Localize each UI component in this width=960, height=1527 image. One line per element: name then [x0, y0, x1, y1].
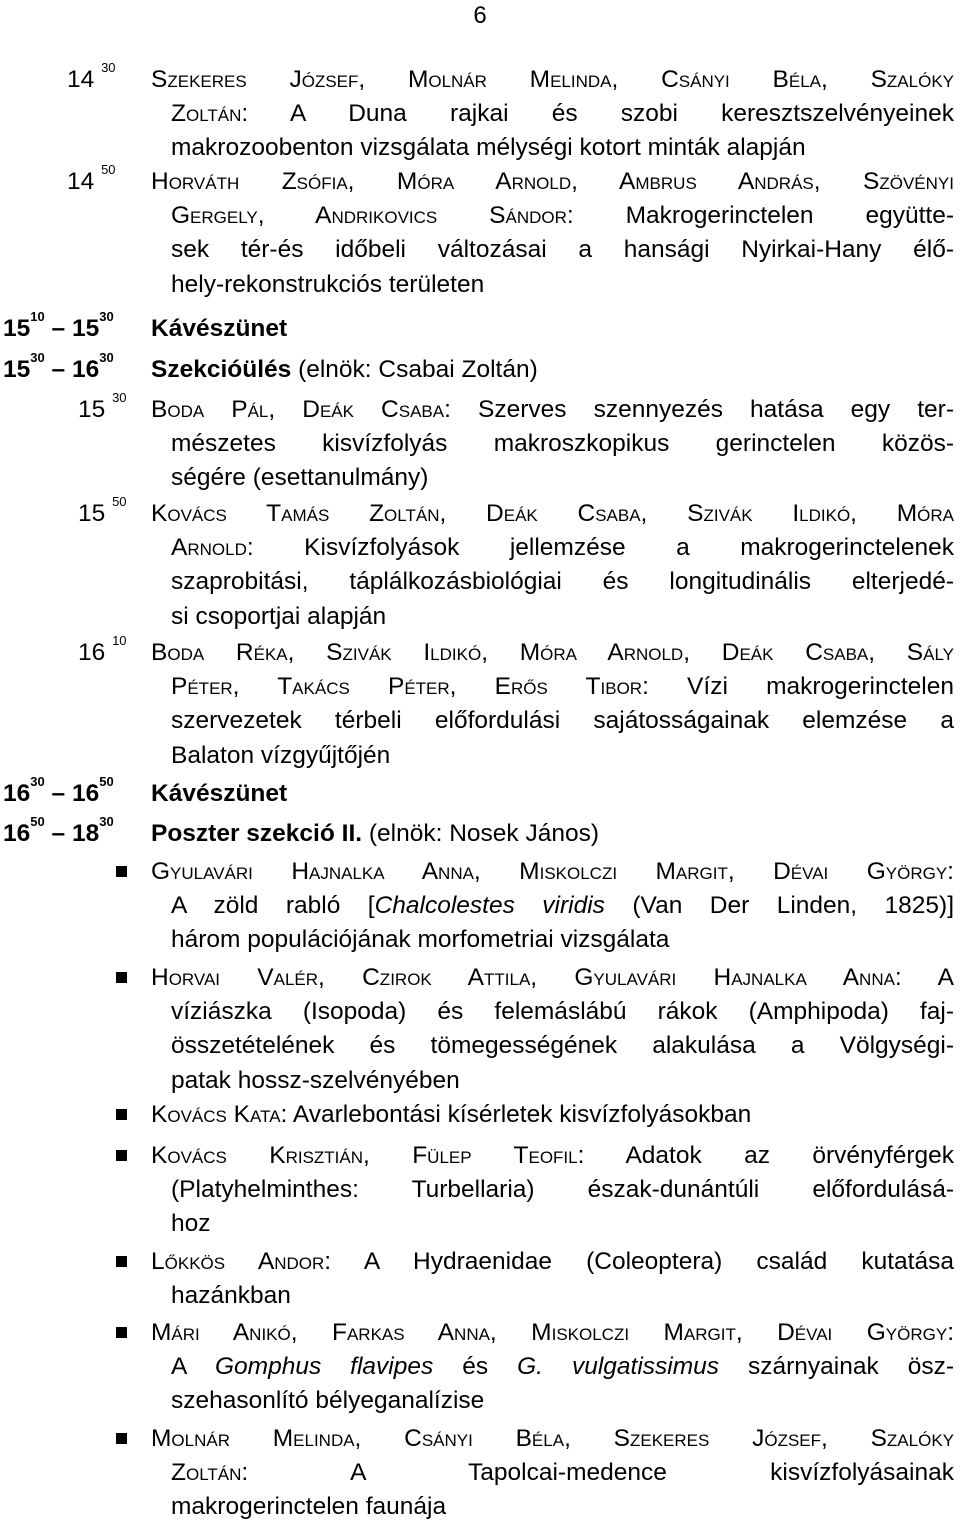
- entry-text: [151, 393, 954, 496]
- authors: Kovács Kata:: [151, 1101, 288, 1128]
- title: Makrogerinctelen együtte-: [573, 202, 954, 230]
- title: (Platyhelminthes: Turbellaria) észak-dunántúli előfordulásá-: [171, 1176, 954, 1204]
- entry-text: [151, 1098, 954, 1132]
- entry-text: [151, 1139, 954, 1242]
- authors: Horváth Zsófia, Móra Arnold, Ambrus András, Szövényi: [151, 168, 954, 195]
- title: ségére (esettanulmány): [171, 464, 429, 492]
- time-range-label: $16^{50} - 18^{30}$: [3, 814, 114, 847]
- title: Adatok az örvényférgek: [584, 1142, 954, 1169]
- authors: Gergely, Andrikovics Sándor:: [171, 202, 574, 230]
- entry-text: [151, 165, 954, 302]
- entry-text: Gyulavári Hajnalka Anna, Miskolczi Margit, Dévai György: A zöld rabló [Chalcolestes viridis (Van Der Linden, 1825)] három populációjának morfometriai vizsgálata: [151, 855, 954, 958]
- time-label: 16 $^{10}$: [78, 633, 127, 666]
- title: A Duna rajkai és szobi keresztszelvényeinek: [248, 100, 954, 128]
- authors: Szekeres József, Molnár Melinda, Csányi Béla, Szalóky: [151, 66, 954, 93]
- entry-text: [151, 1422, 954, 1525]
- title: mészetes kisvízfolyás makroszkopikus gerinctelen közös-: [171, 430, 954, 458]
- authors: Arnold:: [171, 534, 254, 562]
- coffee-break: Kávészünet: [151, 780, 288, 807]
- time-label: 14 $^{30}$: [67, 60, 116, 93]
- title: Kisvízfolyások jellemzése a makrogerinctelenek: [253, 534, 954, 562]
- session-title: Szekcióülés (elnök: Csabai Zoltán): [151, 356, 538, 383]
- title: sek tér-és időbeli változásai a hansági Nyirkai-Hany élő-: [171, 236, 954, 264]
- authors: Mári Anikó, Farkas Anna, Miskolczi Margit, Dévai György:: [151, 1319, 954, 1346]
- title: makrozoobenton vizsgálata mélységi kotort minták alapján: [171, 134, 806, 162]
- bullet-square-icon: [116, 1109, 127, 1120]
- title: víziászka (Isopoda) és felemáslábú rákok (Amphipoda) faj-: [171, 998, 954, 1026]
- bullet-square-icon: [116, 866, 127, 877]
- coffee-break: Kávészünet: [151, 315, 288, 342]
- authors: Kovács Krisztián, Fülep Teofil:: [151, 1142, 585, 1169]
- title: összetételének és tömegességének alakulása a Völgységi-: [171, 1032, 954, 1060]
- time-range-label: $15^{10} - 15^{30}$: [3, 309, 114, 342]
- title: szaprobitási, táplálkozásbiológiai és longitudinális elterjedé-: [171, 568, 954, 596]
- bullet-square-icon: [116, 972, 127, 983]
- entry-text: [151, 961, 954, 1098]
- title: Vízi makrogerinctelen: [648, 673, 954, 701]
- title: A Hydraenidae (Coleoptera) család kutatása: [331, 1248, 954, 1275]
- bullet-square-icon: [116, 1150, 127, 1161]
- authors: Molnár Melinda, Csányi Béla, Szekeres József, Szalóky: [151, 1425, 954, 1452]
- authors: Zoltán:: [171, 1459, 249, 1487]
- authors: Gyulavári Hajnalka Anna, Miskolczi Margit, Dévai György:: [151, 858, 954, 885]
- authors: Péter, Takács Péter, Erős Tibor:: [171, 673, 649, 701]
- title: Szerves szennyezés hatása egy ter-: [450, 396, 954, 423]
- title: szervezetek térbeli előfordulási sajátosságainak elemzése a: [171, 707, 954, 735]
- authors: Boda Pál, Deák Csaba:: [151, 396, 451, 423]
- title: makrogerinctelen faunája: [171, 1493, 447, 1521]
- authors: Lőkkös Andor:: [151, 1248, 332, 1275]
- time-label: 15 $^{50}$: [78, 494, 127, 527]
- bullet-square-icon: [116, 1327, 127, 1338]
- title: patak hossz-szelvényében: [171, 1066, 460, 1094]
- title: három populációjának morfometriai vizsgálata: [171, 926, 670, 954]
- title: hely-rekonstrukciós területen: [171, 270, 485, 298]
- title: hazánkban: [171, 1282, 291, 1310]
- time-label: 15 $^{30}$: [78, 390, 127, 423]
- time-range-label: $15^{30} - 16^{30}$: [3, 350, 114, 383]
- title: A Tapolcai-medence kisvízfolyásainak: [248, 1459, 954, 1487]
- title: hoz: [171, 1210, 211, 1238]
- time-range-label: $16^{30} - 16^{50}$: [3, 774, 114, 807]
- session-title: Poszter szekció II. (elnök: Nosek János): [151, 820, 599, 847]
- page-number: 6: [473, 2, 487, 29]
- entry-text: [151, 636, 954, 773]
- title: Balaton vízgyűjtőjén: [171, 741, 391, 769]
- title: Avarlebontási kísérletek kisvízfolyásokban: [287, 1101, 752, 1128]
- title: A: [901, 964, 955, 991]
- bullet-square-icon: [116, 1256, 127, 1267]
- title: szehasonlító bélyeganalízise: [171, 1387, 485, 1415]
- title: si csoportjai alapján: [171, 602, 387, 630]
- authors: Kovács Tamás Zoltán, Deák Csaba, Szivák Ildikó, Móra: [151, 500, 954, 527]
- entry-text: [151, 497, 954, 634]
- entry-text: [151, 1245, 954, 1313]
- entry-text: [151, 63, 954, 166]
- authors: Zoltán:: [171, 100, 249, 128]
- time-label: 14 $^{50}$: [67, 162, 116, 195]
- bullet-square-icon: [116, 1433, 127, 1444]
- authors: Horvai Valér, Czirok Attila, Gyulavári Hajnalka Anna:: [151, 964, 902, 991]
- entry-text: Mári Anikó, Farkas Anna, Miskolczi Margit, Dévai György: A Gomphus flavipes és G. vulgatissimus szárnyainak ösz- szehasonlító bélyeganalízise: [151, 1316, 954, 1419]
- authors: Boda Réka, Szivák Ildikó, Móra Arnold, Deák Csaba, Sály: [151, 639, 954, 666]
